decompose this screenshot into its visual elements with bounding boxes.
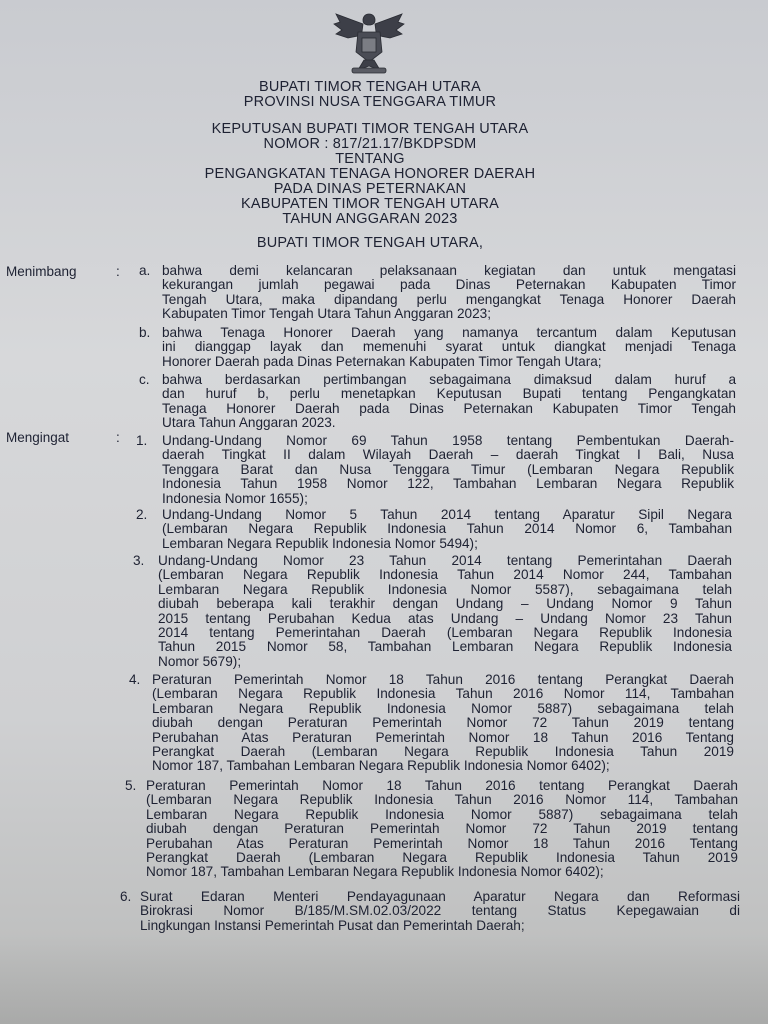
letterhead-regent: BUPATI TIMOR TENGAH UTARA	[259, 79, 481, 95]
menimbang-item	[139, 373, 736, 431]
text-line: Indonesia Nomor 1655);	[162, 490, 308, 506]
menimbang-label: Menimbang	[6, 264, 77, 279]
text-line: (Lembaran Negara Republik Indonesia Tahun 2014 Nomor 244, Tambahan	[158, 567, 732, 583]
text-line: 2015 tentang Perubahan Kedua atas Undang – Undang Nomor 23 Tahun	[158, 610, 732, 626]
mengingat-item	[120, 890, 740, 933]
text-line: bahwa Tenaga Honorer Daerah yang namanya tercantum dalam Keputusan	[162, 325, 736, 340]
text-line: Undang-Undang Nomor 5 Tahun 2014 tentang Aparatur Sipil Negara	[162, 507, 732, 522]
text-line: Kabupaten Timor Tengah Utara Tahun Anggaran 2023;	[162, 306, 492, 322]
menimbang-item-marker: c.	[139, 372, 150, 387]
issuer-line	[80, 236, 660, 251]
menimbang-item-marker: b.	[139, 325, 151, 340]
mengingat-item-marker: 1.	[136, 433, 148, 448]
text-line: Utara Tahun Anggaran 2023.	[162, 415, 336, 431]
issuer-text: BUPATI TIMOR TENGAH UTARA,	[256, 235, 484, 251]
mengingat-item-text	[140, 890, 740, 933]
menimbang-item-text	[162, 264, 736, 322]
menimbang-item-marker: a.	[139, 263, 151, 278]
text-line: Honorer Daerah pada Dinas Peternakan Kabupaten Timor Tengah Utara;	[162, 353, 602, 369]
text-line: (Lembaran Negara Republik Indonesia Tahun 2014 Nomor 6, Tambahan	[162, 521, 732, 537]
text-line: Perangkat Daerah (Lembaran Negara Republik Indonesia Tahun 2019	[146, 850, 738, 866]
text-line: Birokrasi Nomor B/185/M.SM.02.03/2022 tentang Status Kepegawaian di	[140, 903, 740, 919]
mengingat-item-text	[162, 434, 734, 506]
text-line: (Lembaran Negara Republik Indonesia Tahun 2016 Nomor 114, Tambahan	[152, 686, 734, 702]
mengingat-item-text	[146, 779, 738, 880]
decree-title-line: TENTANG	[335, 151, 405, 167]
mengingat-item-text	[158, 554, 732, 669]
text-line: Peraturan Pemerintah Nomor 18 Tahun 2016 tentang Perangkat Daerah	[146, 778, 738, 793]
mengingat-item-marker: 3.	[133, 553, 145, 568]
menimbang-item	[139, 264, 736, 322]
mengingat-item-marker: 2.	[136, 507, 148, 522]
text-line: Lembaran Negara Republik Indonesia Nomor 5887) sebagaimana telah	[146, 806, 738, 822]
menimbang-item-text	[162, 373, 736, 431]
mengingat-item-text	[162, 508, 732, 551]
text-line: diubah beberapa kali terakhir dengan Undang – Undang Nomor 9 Tahun	[158, 596, 732, 612]
text-line: Lembaran Negara Republik Indonesia Nomor 5887) sebagaimana telah	[152, 700, 734, 716]
text-line: (Lembaran Negara Republik Indonesia Tahun 2016 Nomor 114, Tambahan	[146, 792, 738, 808]
text-line: Nomor 187, Tambahan Lembaran Negara Republik Indonesia Nomor 6402);	[146, 864, 604, 880]
mengingat-label: Mengingat	[6, 430, 70, 445]
text-line: bahwa berdasarkan pertimbangan sebagaimana dimaksud dalam huruf a	[162, 372, 736, 387]
mengingat-item-marker: 6.	[120, 889, 132, 904]
menimbang-colon: :	[116, 264, 120, 279]
menimbang-item-text	[162, 326, 736, 369]
text-line: Surat Edaran Menteri Pendayagunaan Aparatur Negara dan Reformasi	[140, 889, 740, 904]
text-line: Tenaga Honorer Daerah pada Dinas Peternakan Kabupaten Timor Tengah	[162, 400, 736, 416]
mengingat-colon: :	[116, 430, 120, 445]
menimbang-item	[139, 326, 736, 369]
photo-shadow	[0, 934, 768, 1024]
text-line: daerah Tingkat II dalam Wilayah Daerah – daerah Tingkat I Bali, Nusa	[162, 447, 734, 463]
text-line: Perubahan Atas Peraturan Pemerintah Nomor 18 Tahun 2016 Tentang	[146, 835, 738, 851]
text-line: diubah dengan Peraturan Pemerintah Nomor 72 Tahun 2019 tentang	[146, 821, 738, 837]
text-line: Tengah Utara, maka dipandang perlu mengangkat Tenaga Honorer Daerah	[162, 291, 736, 307]
decree-title-line: KEPUTUSAN BUPATI TIMOR TENGAH UTARA	[211, 121, 529, 137]
decree-title-line: PENGANGKATAN TENAGA HONORER DAERAH	[204, 166, 536, 182]
text-line: diubah dengan Peraturan Pemerintah Nomor 72 Tahun 2019 tentang	[152, 715, 734, 731]
text-line: Lembaran Negara Republik Indonesia Nomor 5587), sebagaimana telah	[158, 581, 732, 597]
mengingat-item	[136, 508, 732, 551]
text-line: Tenggara Barat dan Nusa Tenggara Timur (Lembaran Negara Republik	[162, 461, 734, 477]
mengingat-item-marker: 5.	[125, 778, 137, 793]
text-line: dan huruf b, perlu menetapkan Keputusan Bupati tentang Pengangkatan	[162, 386, 736, 402]
text-line: Perubahan Atas Peraturan Pemerintah Nomor 18 Tahun 2016 Tentang	[152, 729, 734, 745]
mengingat-item	[136, 434, 734, 506]
text-line: Undang-Undang Nomor 23 Tahun 2014 tentang Pemerintahan Daerah	[158, 553, 732, 568]
text-line: Lembaran Negara Republik Indonesia Nomor 5494);	[162, 535, 478, 551]
text-line: Peraturan Pemerintah Nomor 18 Tahun 2016 tentang Perangkat Daerah	[152, 672, 734, 687]
decree-title-line: TAHUN ANGGARAN 2023	[282, 211, 458, 227]
decree-title-line: PADA DINAS PETERNAKAN	[273, 181, 467, 197]
mengingat-item-text	[152, 673, 734, 774]
mengingat-item	[129, 673, 734, 774]
text-line: Lingkungan Instansi Pemerintah Pusat dan Pemerintah Daerah;	[140, 917, 525, 933]
text-line: Nomor 5679);	[158, 653, 242, 669]
text-line: bahwa demi kelancaran pelaksanaan kegiatan dan untuk mengatasi	[162, 263, 736, 278]
mengingat-item	[133, 554, 732, 669]
text-line: Nomor 187, Tambahan Lembaran Negara Republik Indonesia Nomor 6402);	[152, 758, 610, 774]
text-line: ini dianggap layak dan memenuhi syarat untuk diangkat menjadi Tenaga	[162, 339, 736, 355]
decree-title-line: KABUPATEN TIMOR TENGAH UTARA	[240, 196, 500, 212]
letterhead-province: PROVINSI NUSA TENGGARA TIMUR	[243, 94, 497, 110]
text-line: 2014 tentang Pemerintahan Daerah (Lembaran Negara Republik Indonesia	[158, 625, 732, 641]
text-line: Indonesia Tahun 1958 Nomor 122, Tambahan Lembaran Negara Republik	[162, 476, 734, 492]
mengingat-item-marker: 4.	[129, 672, 141, 687]
letterhead	[80, 80, 660, 110]
text-line: Perangkat Daerah (Lembaran Negara Republik Indonesia Tahun 2019	[152, 744, 734, 760]
decree-title	[80, 122, 660, 227]
mengingat-item	[125, 779, 738, 880]
text-line: Undang-Undang Nomor 69 Tahun 1958 tentang Pembentukan Daerah-	[162, 433, 734, 448]
text-line: Tahun 2015 Nomor 58, Tambahan Lembaran Negara Republik Indonesia	[158, 639, 732, 655]
decree-number: NOMOR : 817/21.17/BKDPSDM	[263, 136, 477, 152]
garuda-emblem-icon	[328, 8, 410, 78]
text-line: kekurangan jumlah pegawai pada Dinas Peternakan Kabupaten Timor	[162, 277, 736, 293]
